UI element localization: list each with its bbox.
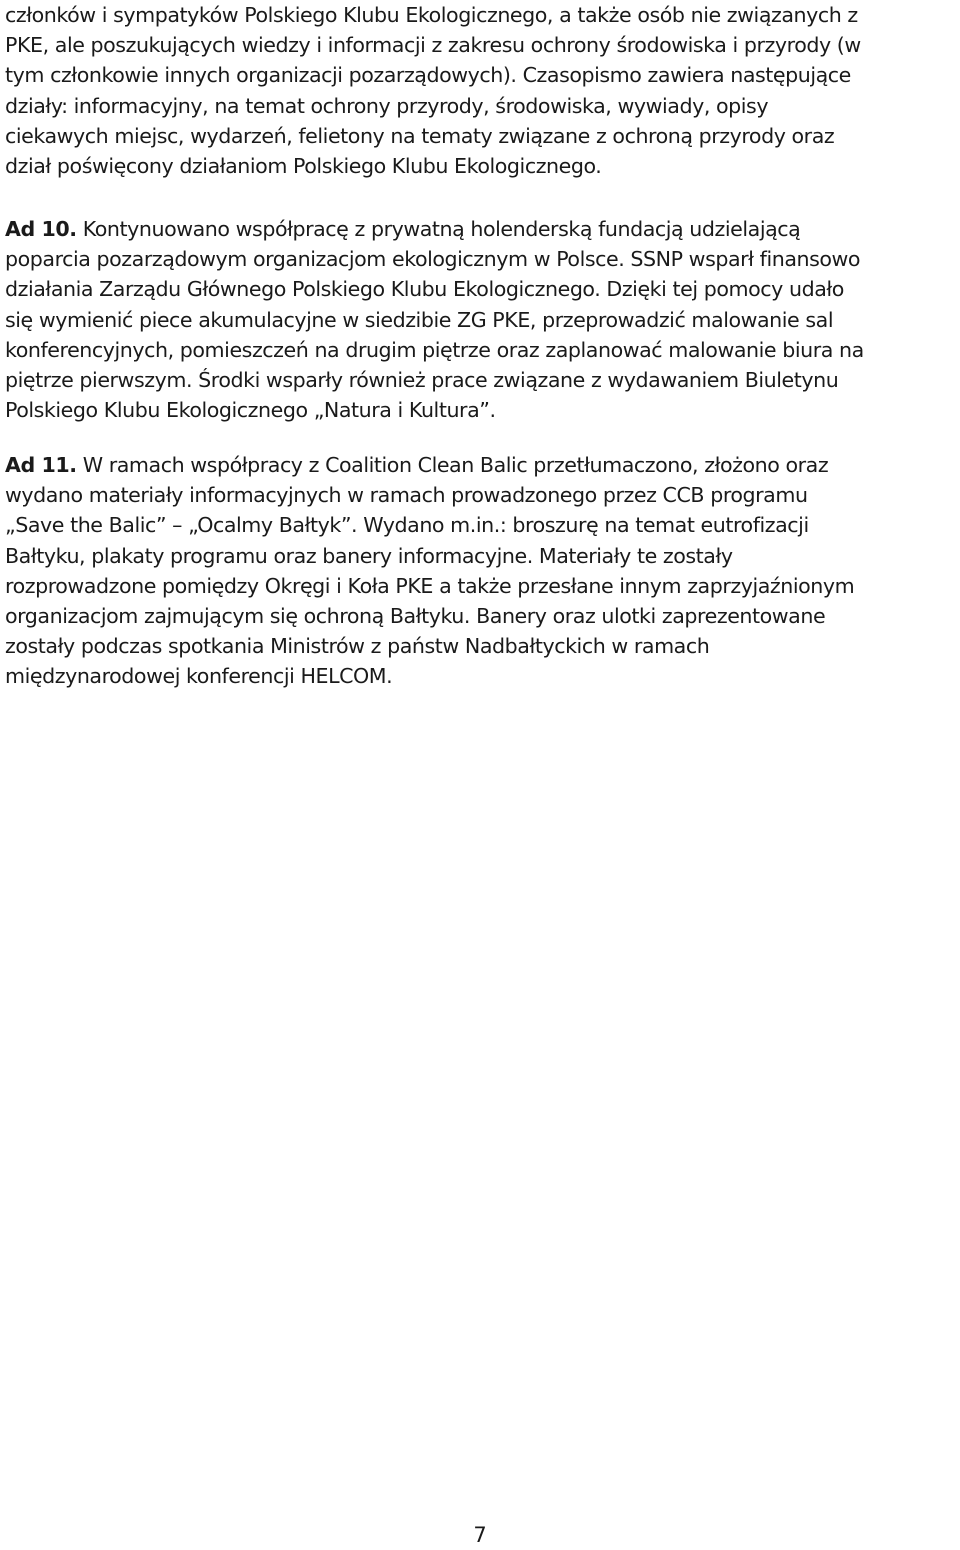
- section-label-ad-11: Ad 11.: [5, 453, 77, 477]
- text-line: Bałtyku, plakaty programu oraz banery informacyjne. Materiały te zostały: [5, 543, 733, 568]
- text-line: poparcia pozarządowym organizacjom ekologicznym w Polsce. SSNP wsparł finansowo: [5, 247, 861, 272]
- text-line-content: W ramach współpracy z Coalition Clean Balic przetłumaczono, złożono oraz: [76, 453, 829, 477]
- paragraph-ad-11: [5, 450, 854, 692]
- paragraph-ad-10: [5, 214, 864, 425]
- text-line: się wymienić piece akumulacyjne w siedzibie ZG PKE, przeprowadzić malowanie sal: [5, 307, 834, 332]
- text-line: rozprowadzone pomiędzy Okręgi i Koła PKE a także przesłane innym zaprzyjaźnionym: [5, 573, 855, 598]
- text-line: [5, 214, 864, 244]
- text-line: organizacjom zajmującym się ochroną Bałtyku. Banery oraz ulotki zaprezentowane: [5, 604, 826, 629]
- text-line: piętrze pierwszym. Środki wsparły również prace związane z wydawaniem Biuletynu: [5, 368, 839, 393]
- text-line: konferencyjnych, pomieszczeń na drugim piętrze oraz zaplanować malowanie biura na: [5, 337, 864, 362]
- text-line: Polskiego Klubu Ekologicznego „Natura i Kultura”.: [5, 398, 496, 423]
- paragraph-magazine-description: [5, 0, 861, 181]
- text-line: PKE, ale poszukujących wiedzy i informacji z zakresu ochrony środowiska i przyrody (w: [5, 33, 861, 58]
- text-line-content: Kontynuowano współpracę z prywatną holenderską fundacją udzielającą: [76, 217, 801, 241]
- text-line: międzynarodowej konferencji HELCOM.: [5, 664, 393, 689]
- text-line: działania Zarządu Głównego Polskiego Klubu Ekologicznego. Dzięki tej pomocy udało: [5, 277, 844, 302]
- text-line: tym członkowie innych organizacji pozarządowych). Czasopismo zawiera następujące: [5, 63, 851, 88]
- text-line: dział poświęcony działaniom Polskiego Klubu Ekologicznego.: [5, 154, 602, 179]
- text-line: wydano materiały informacyjnych w ramach prowadzonego przez CCB programu: [5, 483, 808, 508]
- text-line: ciekawych miejsc, wydarzeń, felietony na tematy związane z ochroną przyrody oraz: [5, 123, 835, 148]
- text-line: członków i sympatyków Polskiego Klubu Ekologicznego, a także osób nie związanych z: [5, 3, 858, 27]
- text-line: działy: informacyjny, na temat ochrony przyrody, środowiska, wywiady, opisy: [5, 93, 769, 118]
- text-line: „Save the Balic” – „Ocalmy Bałtyk”. Wydano m.in.: broszurę na temat eutrofizacji: [5, 513, 809, 538]
- section-label-ad-10: Ad 10.: [5, 217, 77, 241]
- text-line: [5, 450, 854, 480]
- text-line: zostały podczas spotkania Ministrów z państw Nadbałtyckich w ramach: [5, 634, 710, 659]
- page-number: 7: [473, 1523, 487, 1547]
